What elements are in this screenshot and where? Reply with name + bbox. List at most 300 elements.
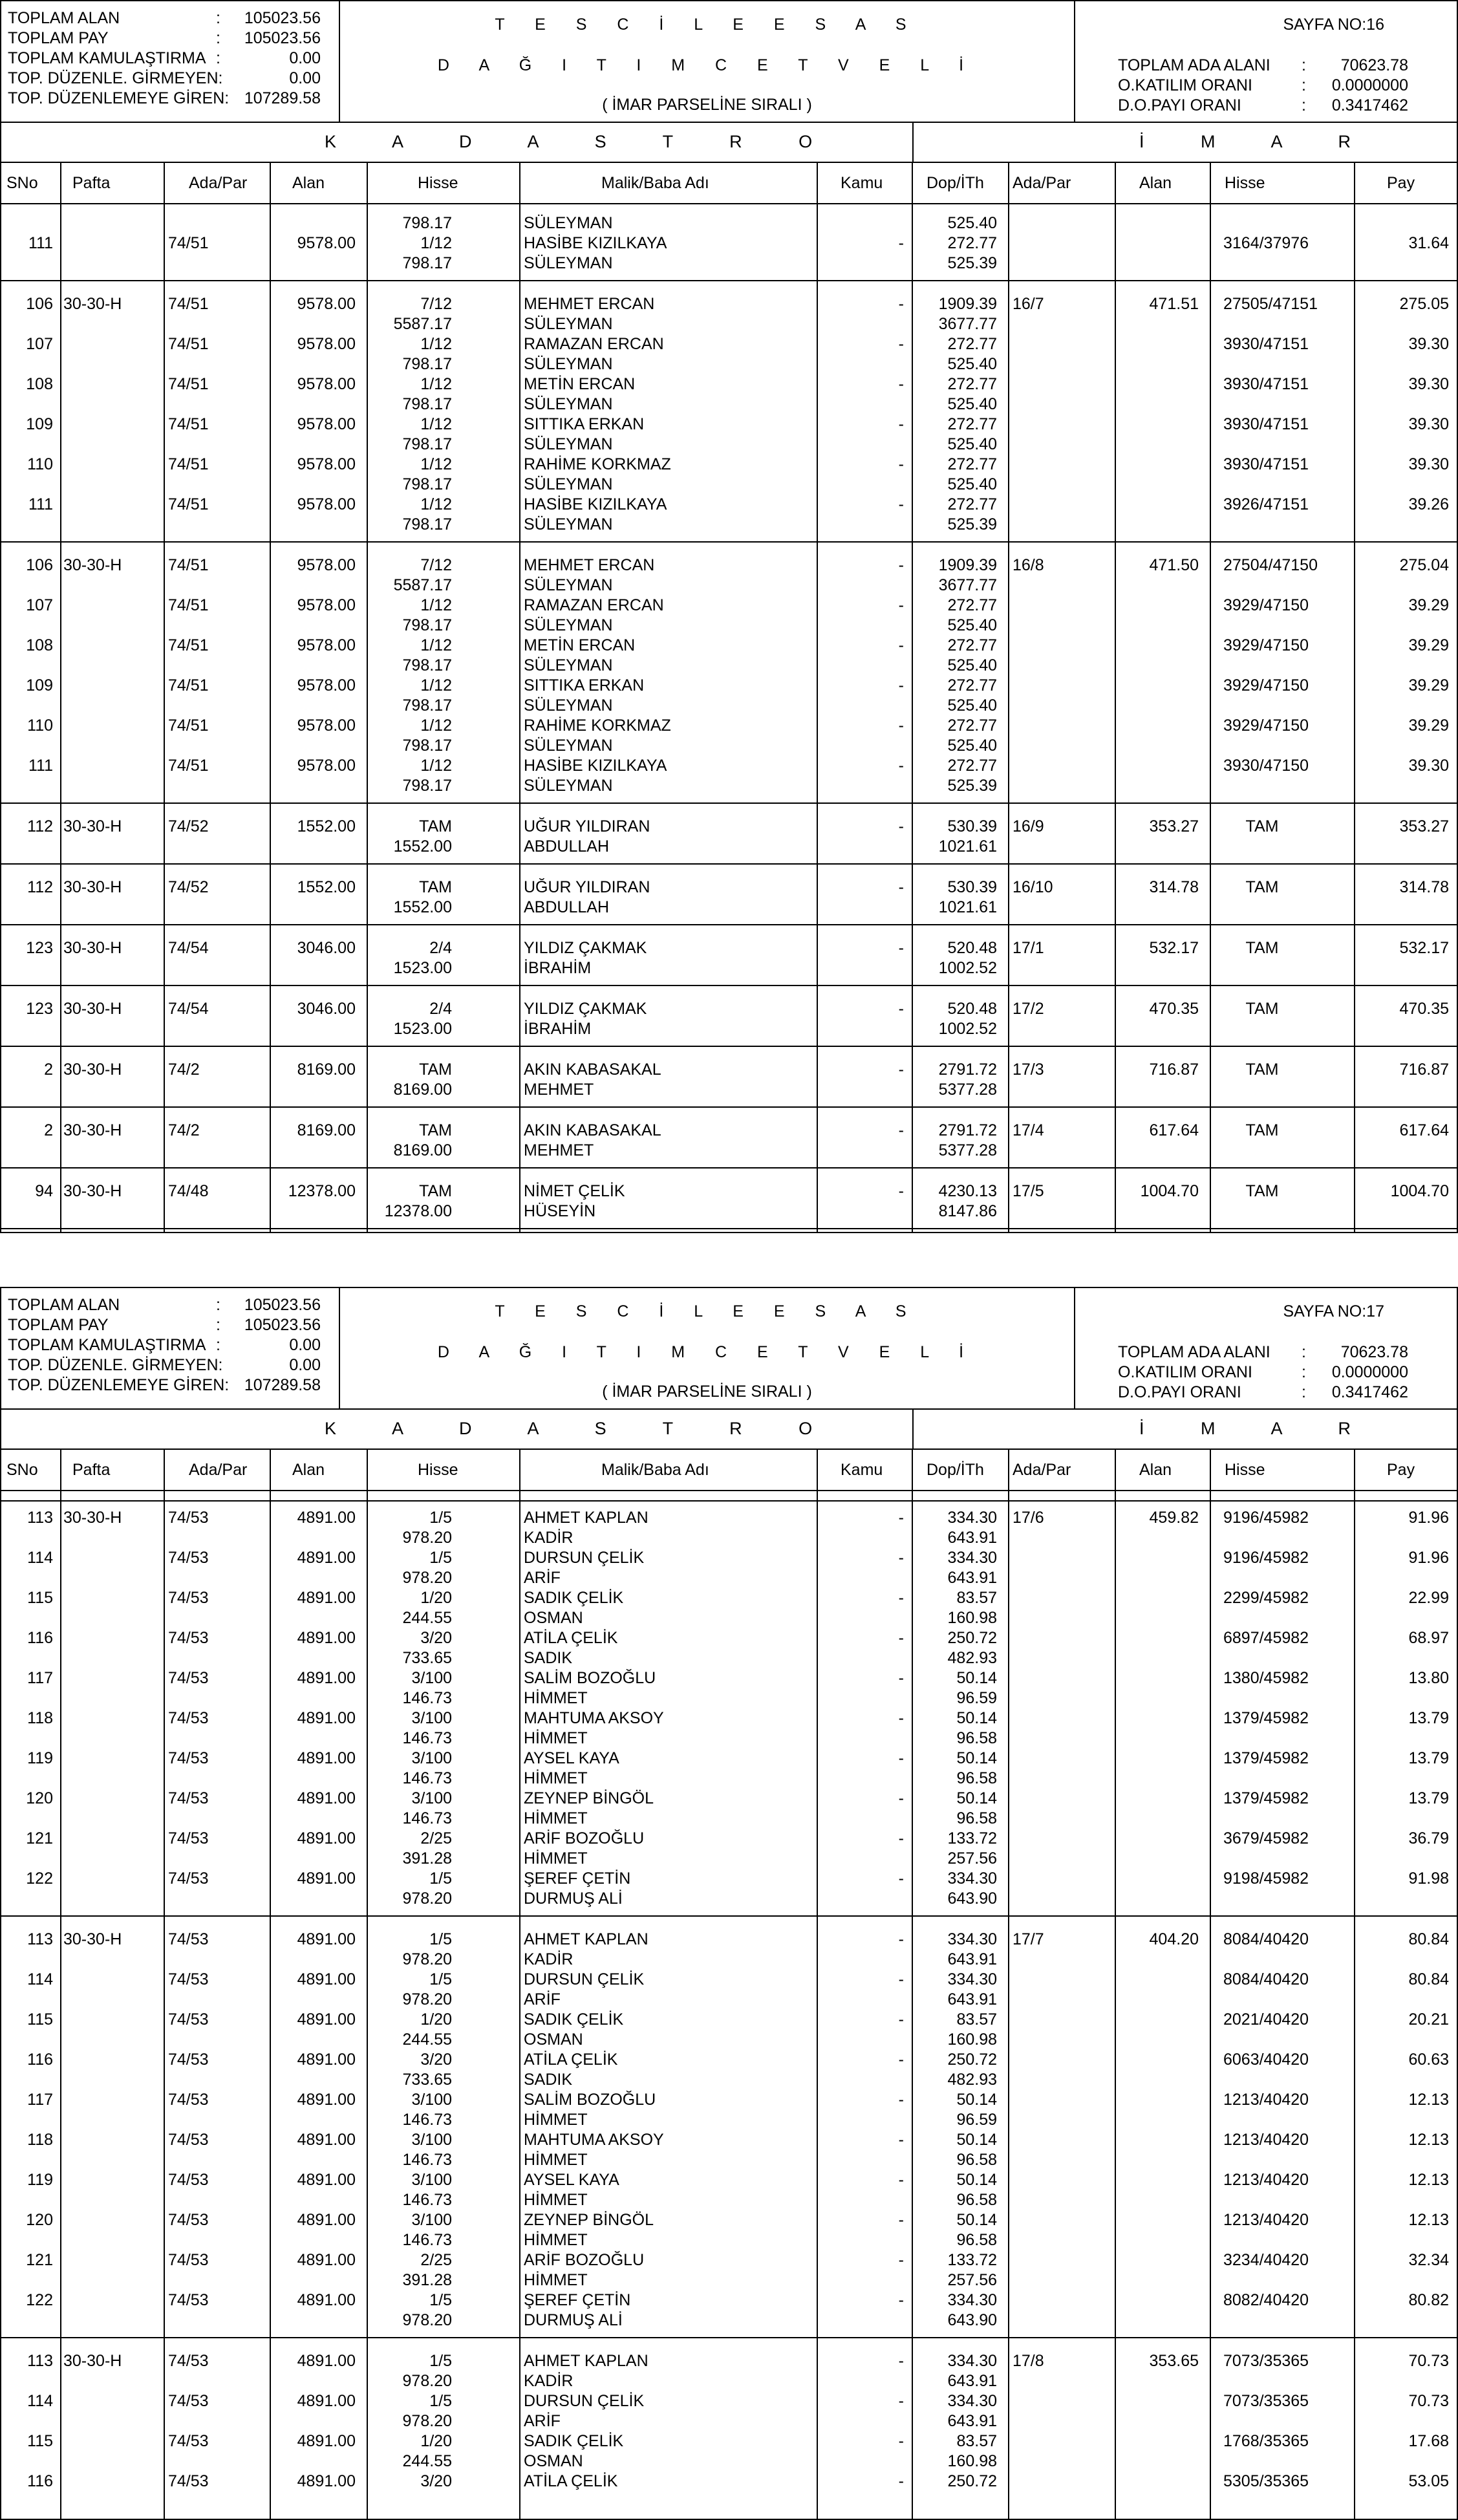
cell-kamu: - [898,2251,904,2269]
cell-imar-hisse: 27504/47150 [1223,556,1318,574]
cell-malik: SADIK [524,2071,573,2089]
column-rule [817,1450,818,2519]
cell-dop: 5377.28 [938,1081,997,1099]
cell-kamu: - [898,495,904,513]
cell-sno: 116 [27,2051,53,2069]
column-rule [912,163,913,1232]
cell-dop: 2791.72 [938,1061,997,1079]
cell-hisse: 12378.00 [384,1202,452,1220]
cell-imar-pay: 53.05 [1408,2472,1449,2490]
ratio-value: 70623.78 [1340,56,1408,74]
ratio-label: O.KATILIM ORANI [1118,1363,1252,1381]
cell-sno: 121 [26,1829,53,1847]
cell-malik: RAMAZAN ERCAN [524,596,664,614]
cell-sno: 111 [28,757,53,775]
cell-sno: 106 [26,556,53,574]
section-imar: İ M A R [1139,1419,1377,1438]
cell-imar-alan: 404.20 [1149,1930,1199,1948]
cell-hisse: 1523.00 [393,959,452,977]
cell-sno: 123 [26,939,53,957]
cell-hisse: 1/12 [420,596,452,614]
cell-alan: 3046.00 [297,1000,356,1018]
cell-malik: HİMMET [524,2191,588,2209]
cell-imar-pay: 39.26 [1408,495,1449,513]
cell-imar-alan: 459.82 [1149,1509,1199,1527]
cell-malik: KADİR [524,1950,574,1968]
cell-hisse: 3/100 [411,1669,452,1687]
cell-dop: 50.14 [956,1669,997,1687]
cell-imar-pay: 353.27 [1399,817,1449,835]
column-rule [270,163,271,1232]
cell-malik: ZEYNEP BİNGÖL [524,2211,654,2229]
cell-sno: 121 [26,2251,53,2269]
cell-dop: 272.77 [947,234,997,252]
cell-malik: ŞEREF ÇETİN [524,1869,631,1888]
cell-imar-pay: 91.96 [1408,1549,1449,1567]
cell-kamu: - [898,878,904,896]
cell-dop: 3677.77 [938,315,997,333]
cell-imar-alan: 471.51 [1149,295,1199,313]
cell-imar-hisse: TAM [1245,1000,1279,1018]
cell-sno: 106 [26,295,53,313]
cell-dop: 96.58 [956,2231,997,2249]
cell-imar-pay: 39.30 [1408,455,1449,473]
cell-hisse: TAM [419,1182,452,1200]
page-number: SAYFA NO:17 [1283,1302,1384,1320]
cell-dop: 96.58 [956,2191,997,2209]
cell-imar-alan: 353.65 [1149,2352,1199,2370]
ratio-label: O.KATILIM ORANI [1118,76,1252,94]
cell-pafta: 30-30-H [63,1000,122,1018]
cell-dop: 96.58 [956,1769,997,1787]
cell-imar-hisse: 1379/45982 [1223,1749,1309,1767]
cell-adapar: 74/53 [168,1709,209,1727]
cell-adapar: 74/53 [168,1589,209,1607]
cell-imar-pay: 20.21 [1408,2010,1449,2029]
group-separator [1,1228,1457,1229]
cell-malik: SÜLEYMAN [524,355,613,373]
colon-separator: : [216,1336,220,1354]
column-header: Ada/Par [1013,1461,1071,1479]
cell-malik: DURSUN ÇELİK [524,1549,645,1567]
cell-dop: 643.91 [947,2412,997,2430]
cell-dop: 257.56 [947,2271,997,2289]
cell-malik: İBRAHİM [524,959,592,977]
column-header: Ada/Par [1013,174,1071,192]
cell-hisse: 1/5 [429,2352,452,2370]
column-header: Alan [292,174,325,192]
cell-sno: 115 [27,2010,53,2029]
cell-imar-hisse: 3930/47151 [1223,335,1309,353]
cell-imar-pay: 39.30 [1408,375,1449,393]
sort-note: ( İMAR PARSELİNE SIRALI ) [602,96,812,114]
cell-dop: 50.14 [956,1709,997,1727]
cell-dop: 160.98 [947,2452,997,2470]
cell-imar-hisse: 3926/47151 [1223,495,1309,513]
cell-kamu: - [898,556,904,574]
cell-alan: 12378.00 [288,1182,356,1200]
cell-hisse: 7/12 [420,295,452,313]
cell-imar-hisse: 3930/47150 [1223,757,1309,775]
cell-imar-hisse: 9198/45982 [1223,1869,1309,1888]
column-rule [367,1450,368,2519]
column-rule [164,1450,165,2519]
cell-hisse: 5587.17 [393,315,452,333]
cell-dop: 334.30 [947,1970,997,1988]
cell-malik: HASİBE KIZILKAYA [524,757,667,775]
cell-imar-hisse: TAM [1245,1182,1279,1200]
cell-imar-pay: 36.79 [1408,1829,1449,1847]
colon-separator: : [216,1296,220,1314]
cell-malik: SADIK ÇELİK [524,1589,624,1607]
cell-hisse: 2/25 [420,1829,452,1847]
cell-imar-pay: 39.29 [1408,596,1449,614]
cell-malik: HASİBE KIZILKAYA [524,234,667,252]
column-header: Kamu [841,174,883,192]
column-header: Hisse [418,1461,458,1479]
cell-malik: SÜLEYMAN [524,777,613,795]
cell-sno: 112 [27,817,53,835]
cell-hisse: 391.28 [402,2271,452,2289]
cell-adapar: 74/51 [168,234,209,252]
cell-sno: 120 [26,1789,53,1807]
cell-kamu: - [898,817,904,835]
cell-imar-adapar: 17/7 [1013,1930,1044,1948]
cell-malik: AHMET KAPLAN [524,2352,649,2370]
cell-hisse: 978.20 [402,1529,452,1547]
cell-adapar: 74/53 [168,1789,209,1807]
cell-malik: UĞUR YILDIRAN [524,817,650,835]
cell-dop: 525.39 [947,254,997,272]
cell-dop: 525.40 [947,737,997,755]
group-separator [1,1915,1457,1917]
cell-adapar: 74/53 [168,2291,209,2309]
totals-label: TOPLAM PAY [8,1316,109,1334]
cell-hisse: 1/20 [420,2010,452,2029]
cell-hisse: 146.73 [402,2151,452,2169]
cell-imar-pay: 39.30 [1408,415,1449,433]
cell-hisse: 7/12 [420,556,452,574]
cell-hisse: 1/12 [420,757,452,775]
cell-dop: 272.77 [947,636,997,654]
cell-imar-hisse: 3929/47150 [1223,636,1309,654]
cell-hisse: 798.17 [402,696,452,715]
cell-malik: SÜLEYMAN [524,475,613,493]
cell-hisse: 798.17 [402,475,452,493]
column-header: Hisse [418,174,458,192]
cell-dop: 334.30 [947,1869,997,1888]
ratio-value: 0.0000000 [1331,76,1408,94]
column-rule [1210,1450,1211,2519]
column-rule [1210,163,1211,1232]
cell-hisse: TAM [419,817,452,835]
cell-dop: 334.30 [947,1549,997,1567]
cell-kamu: - [898,716,904,735]
cell-hisse: TAM [419,878,452,896]
cell-malik: ARİF BOZOĞLU [524,2251,645,2269]
cell-kamu: - [898,596,904,614]
cell-kamu: - [898,1930,904,1948]
cell-dop: 530.39 [947,878,997,896]
cell-imar-pay: 12.13 [1408,2211,1449,2229]
cell-sno: 116 [27,2472,53,2490]
cell-alan: 4891.00 [297,1709,356,1727]
group-separator [1,1106,1457,1108]
cell-dop: 272.77 [947,676,997,695]
cell-dop: 96.58 [956,1809,997,1827]
cell-adapar: 74/53 [168,2131,209,2149]
cell-hisse: 1/5 [429,1869,452,1888]
cell-malik: ABDULLAH [524,898,609,916]
cell-malik: NİMET ÇELİK [524,1182,625,1200]
page-frame [0,0,1458,1233]
cell-imar-pay: 39.30 [1408,335,1449,353]
cell-alan: 9578.00 [297,415,356,433]
cell-hisse: 1/12 [420,455,452,473]
cell-dop: 525.39 [947,777,997,795]
cell-malik: İBRAHİM [524,1020,592,1038]
cell-dop: 83.57 [956,1589,997,1607]
cell-adapar: 74/53 [168,2051,209,2069]
cell-malik: RAHİME KORKMAZ [524,455,671,473]
cell-malik: SADIK ÇELİK [524,2432,624,2450]
cell-hisse: 8169.00 [393,1081,452,1099]
cell-hisse: 798.17 [402,355,452,373]
cell-dop: 525.40 [947,475,997,493]
cell-hisse: 1523.00 [393,1020,452,1038]
cell-imar-pay: 39.30 [1408,757,1449,775]
cell-dop: 272.77 [947,415,997,433]
column-header: Hisse [1225,174,1265,192]
cell-pafta: 30-30-H [63,1182,122,1200]
cell-dop: 133.72 [947,1829,997,1847]
cell-imar-pay: 70.73 [1408,2352,1449,2370]
cell-malik: SALİM BOZOĞLU [524,1669,656,1687]
cell-dop: 1002.52 [938,959,997,977]
cell-sno: 114 [27,1549,53,1567]
cell-alan: 4891.00 [297,1589,356,1607]
cell-adapar: 74/51 [168,455,209,473]
cell-dop: 525.40 [947,395,997,413]
cell-malik: HÜSEYİN [524,1202,596,1220]
cell-malik: AYSEL KAYA [524,1749,619,1767]
cell-hisse: 978.20 [402,1890,452,1908]
document-subtitle: D A Ğ I T I M C E T V E L İ [437,56,977,74]
cell-imar-hisse: 7073/35365 [1223,2392,1309,2410]
cell-pafta: 30-30-H [63,2352,122,2370]
cell-hisse: 798.17 [402,214,452,232]
cell-imar-adapar: 17/6 [1013,1509,1044,1527]
cell-malik: SÜLEYMAN [524,395,613,413]
cell-dop: 250.72 [947,1629,997,1647]
cell-dop: 643.91 [947,1950,997,1968]
cell-imar-pay: 13.80 [1408,1669,1449,1687]
cell-malik: SÜLEYMAN [524,737,613,755]
cell-sno: 115 [27,2432,53,2450]
cell-adapar: 74/2 [168,1121,200,1139]
group-separator [1,1046,1457,1047]
cell-kamu: - [898,2171,904,2189]
cell-hisse: 1/5 [429,1930,452,1948]
cell-adapar: 74/53 [168,2091,209,2109]
cell-dop: 160.98 [947,2030,997,2049]
cell-malik: OSMAN [524,2452,583,2470]
cell-malik: MEHMET ERCAN [524,295,655,313]
table-body [1,1,1457,1232]
cell-sno: 118 [27,2131,53,2149]
group-separator [1,280,1457,281]
cell-hisse: 798.17 [402,656,452,674]
cell-dop: 83.57 [956,2010,997,2029]
cell-sno: 113 [27,1509,53,1527]
cell-malik: SÜLEYMAN [524,254,613,272]
cell-kamu: - [898,2392,904,2410]
cell-sno: 122 [26,2291,53,2309]
cell-imar-pay: 13.79 [1408,1749,1449,1767]
group-separator [1,863,1457,865]
cell-dop: 272.77 [947,335,997,353]
cell-alan: 9578.00 [297,295,356,313]
cell-imar-hisse: 7073/35365 [1223,2352,1309,2370]
column-header: Pay [1387,1461,1415,1479]
cell-adapar: 74/53 [168,2010,209,2029]
cell-imar-pay: 68.97 [1408,1629,1449,1647]
totals-value: 0.00 [289,1336,321,1354]
cell-hisse: 3/20 [420,2051,452,2069]
cell-alan: 1552.00 [297,878,356,896]
cell-sno: 119 [27,2171,53,2189]
cell-imar-pay: 17.68 [1408,2432,1449,2450]
cell-imar-hisse: 2299/45982 [1223,1589,1309,1607]
cell-malik: HASİBE KIZILKAYA [524,495,667,513]
cell-imar-hisse: 8084/40420 [1223,1930,1309,1948]
cell-dop: 1021.61 [938,837,997,856]
cell-dop: 272.77 [947,757,997,775]
cell-imar-pay: 80.82 [1408,2291,1449,2309]
cell-adapar: 74/2 [168,1061,200,1079]
totals-value: 105023.56 [244,1316,321,1334]
totals-label: TOP. DÜZENLE. GİRMEYEN: [8,1356,223,1374]
cell-adapar: 74/51 [168,335,209,353]
cell-alan: 4891.00 [297,2472,356,2490]
cell-hisse: 978.20 [402,2311,452,2329]
cell-dop: 334.30 [947,2392,997,2410]
cell-dop: 250.72 [947,2051,997,2069]
cell-imar-pay: 716.87 [1399,1061,1449,1079]
cell-alan: 4891.00 [297,1869,356,1888]
group-separator [1,802,1457,804]
totals-label: TOP. DÜZENLEMEYE GİREN: [8,89,230,107]
cell-adapar: 74/53 [168,1829,209,1847]
cell-hisse: 1/12 [420,636,452,654]
cell-imar-pay: 275.05 [1399,295,1449,313]
cell-malik: AKIN KABASAKAL [524,1061,661,1079]
cell-alan: 4891.00 [297,2392,356,2410]
cell-sno: 107 [26,596,53,614]
cell-adapar: 74/51 [168,495,209,513]
cell-sno: 118 [27,1709,53,1727]
cell-kamu: - [898,415,904,433]
cell-hisse: 978.20 [402,1950,452,1968]
cell-kamu: - [898,1589,904,1607]
cell-imar-hisse: 3929/47150 [1223,676,1309,695]
column-rule [367,163,368,1232]
column-header: Ada/Par [189,1461,248,1479]
cell-kamu: - [898,335,904,353]
cell-imar-hisse: 2021/40420 [1223,2010,1309,2029]
cell-adapar: 74/53 [168,2392,209,2410]
cell-sno: 107 [26,335,53,353]
column-header: Alan [292,1461,325,1479]
cell-imar-hisse: TAM [1245,817,1279,835]
ratio-label: D.O.PAYI ORANI [1118,96,1241,114]
cell-imar-pay: 617.64 [1399,1121,1449,1139]
column-rule [1008,163,1009,1232]
cell-hisse: 3/20 [420,2472,452,2490]
section-imar: İ M A R [1139,132,1377,151]
cell-pafta: 30-30-H [63,1930,122,1948]
cell-imar-pay: 1004.70 [1390,1182,1449,1200]
cell-malik: SÜLEYMAN [524,576,613,594]
cell-dop: 525.40 [947,616,997,634]
page-sheet [0,1287,1458,2520]
column-rule [1115,1450,1116,2519]
cell-malik: DURMUŞ ALİ [524,1890,623,1908]
cell-adapar: 74/53 [168,1970,209,1988]
cell-imar-hisse: 8084/40420 [1223,1970,1309,1988]
totals-value: 105023.56 [244,29,321,47]
cell-imar-alan: 716.87 [1149,1061,1199,1079]
column-header: Malik/Baba Adı [601,174,709,192]
cell-imar-pay: 39.29 [1408,636,1449,654]
cell-kamu: - [898,1061,904,1079]
cell-hisse: 1/12 [420,716,452,735]
cell-kamu: - [898,2051,904,2069]
cell-malik: HİMMET [524,2231,588,2249]
cell-malik: HİMMET [524,2271,588,2289]
cell-dop: 525.40 [947,435,997,453]
cell-dop: 83.57 [956,2432,997,2450]
cell-adapar: 74/53 [168,1629,209,1647]
cell-alan: 4891.00 [297,2091,356,2109]
cell-malik: ARİF [524,1569,561,1587]
cell-adapar: 74/54 [168,939,209,957]
cell-adapar: 74/48 [168,1182,209,1200]
cell-imar-alan: 617.64 [1149,1121,1199,1139]
cell-adapar: 74/53 [168,1669,209,1687]
page-number: SAYFA NO:16 [1283,16,1384,34]
cell-dop: 3677.77 [938,576,997,594]
cell-alan: 9578.00 [297,375,356,393]
cell-dop: 482.93 [947,2071,997,2089]
cell-malik: SÜLEYMAN [524,656,613,674]
cell-dop: 643.91 [947,1529,997,1547]
cell-dop: 520.48 [947,1000,997,1018]
cell-adapar: 74/53 [168,2472,209,2490]
cell-adapar: 74/53 [168,2251,209,2269]
table-body [1,1288,1457,2519]
ratio-value: 0.3417462 [1331,96,1408,114]
cell-hisse: 3/20 [420,1629,452,1647]
cell-malik: SALİM BOZOĞLU [524,2091,656,2109]
cell-hisse: 146.73 [402,1729,452,1747]
cell-hisse: 978.20 [402,2372,452,2390]
ratio-label: TOPLAM ADA ALANI [1118,56,1270,74]
cell-imar-hisse: 6897/45982 [1223,1629,1309,1647]
cell-malik: SÜLEYMAN [524,696,613,715]
cell-dop: 2791.72 [938,1121,997,1139]
cell-hisse: 1/20 [420,1589,452,1607]
